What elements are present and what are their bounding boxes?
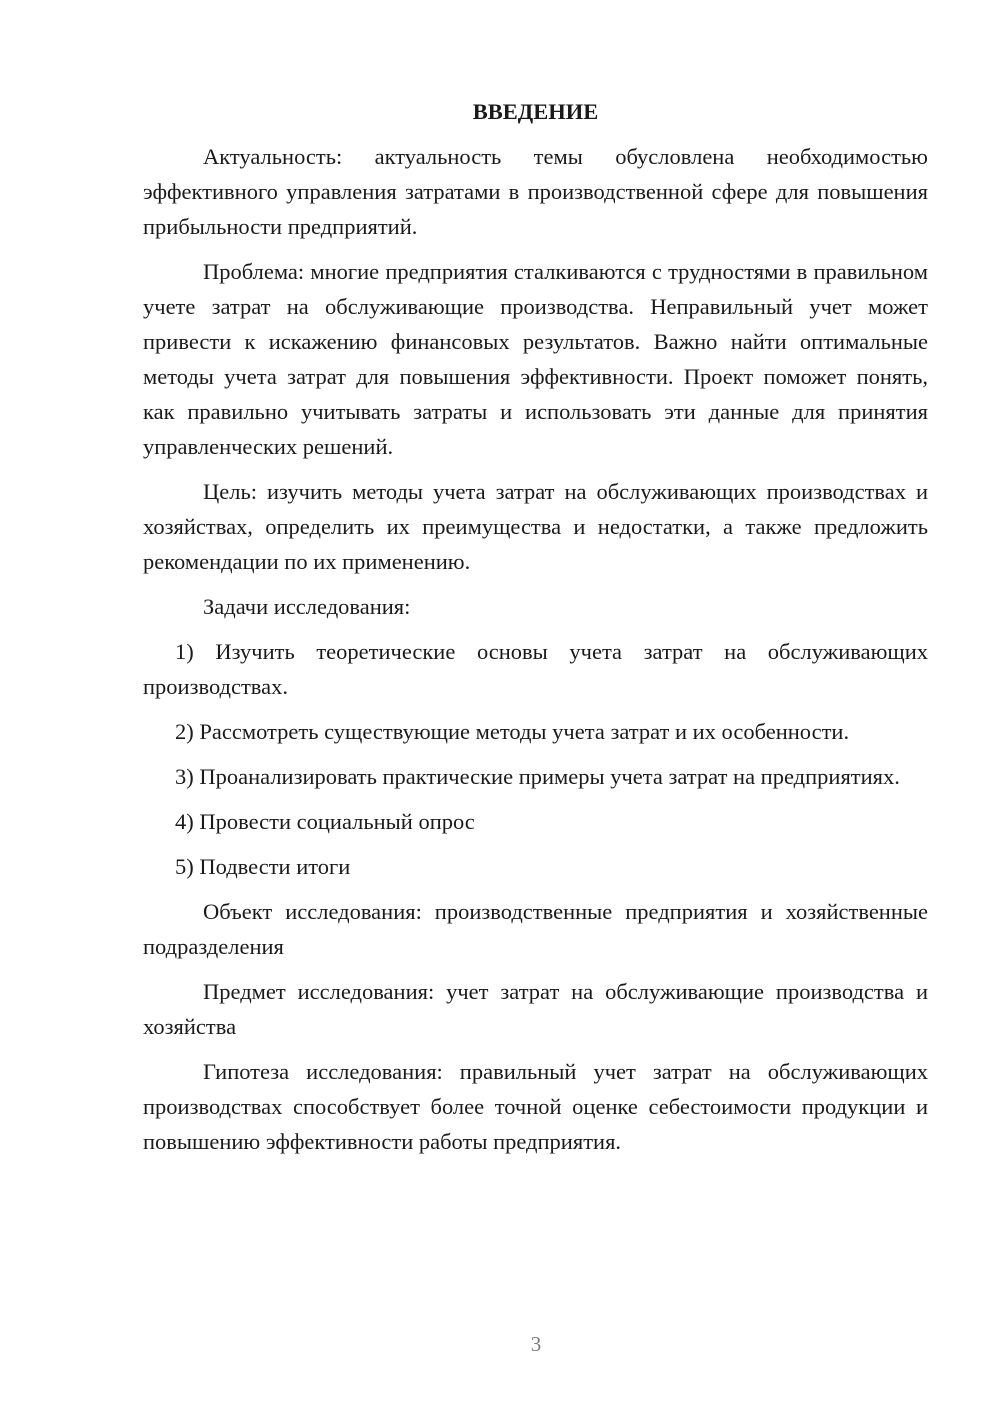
task-item: 2) Рассмотреть существующие методы учета затрат и их особенности.: [175, 719, 850, 744]
section-title: ВВЕДЕНИЕ: [472, 99, 599, 124]
relevance-paragraph: Актуальность: актуальность темы обусловлена необходимостью эффективного управления затратами в производственной сфере для повышения прибыльности предприятий.: [143, 144, 928, 239]
problem-paragraph: Проблема: многие предприятия сталкиваются с трудностями в правильном учете затрат на обслуживающие производства. Неправильный учет может привести к искажению финансовых результатов. Важно найти оптимальные методы учета затрат для повышения эффективности. Проект поможет понять, как правильно учитывать затраты и использовать эти данные для принятия управленческих решений.: [143, 259, 928, 459]
research-object-paragraph: Объект исследования: производственные предприятия и хозяйственные подразделения: [143, 899, 928, 959]
task-item: 1) Изучить теоретические основы учета затрат на обслуживающих производствах.: [143, 639, 928, 699]
goal-paragraph: Цель: изучить методы учета затрат на обслуживающих производствах и хозяйствах, определить их преимущества и недостатки, а также предложить рекомендации по их применению.: [143, 479, 928, 574]
task-item: 3) Проанализировать практические примеры учета затрат на предприятиях.: [175, 764, 900, 789]
page-number: 3: [530, 1332, 542, 1356]
hypothesis-paragraph: Гипотеза исследования: правильный учет затрат на обслуживающих производствах способствует более точной оценке себестоимости продукции и повышению эффективности работы предприятия.: [143, 1059, 928, 1154]
tasks-heading: Задачи исследования:: [203, 594, 411, 619]
task-item: 4) Провести социальный опрос: [175, 809, 475, 834]
task-item: 5) Подвести итоги: [175, 854, 351, 879]
document-body: [143, 94, 928, 1159]
research-subject-paragraph: Предмет исследования: учет затрат на обслуживающие производства и хозяйства: [143, 979, 928, 1039]
